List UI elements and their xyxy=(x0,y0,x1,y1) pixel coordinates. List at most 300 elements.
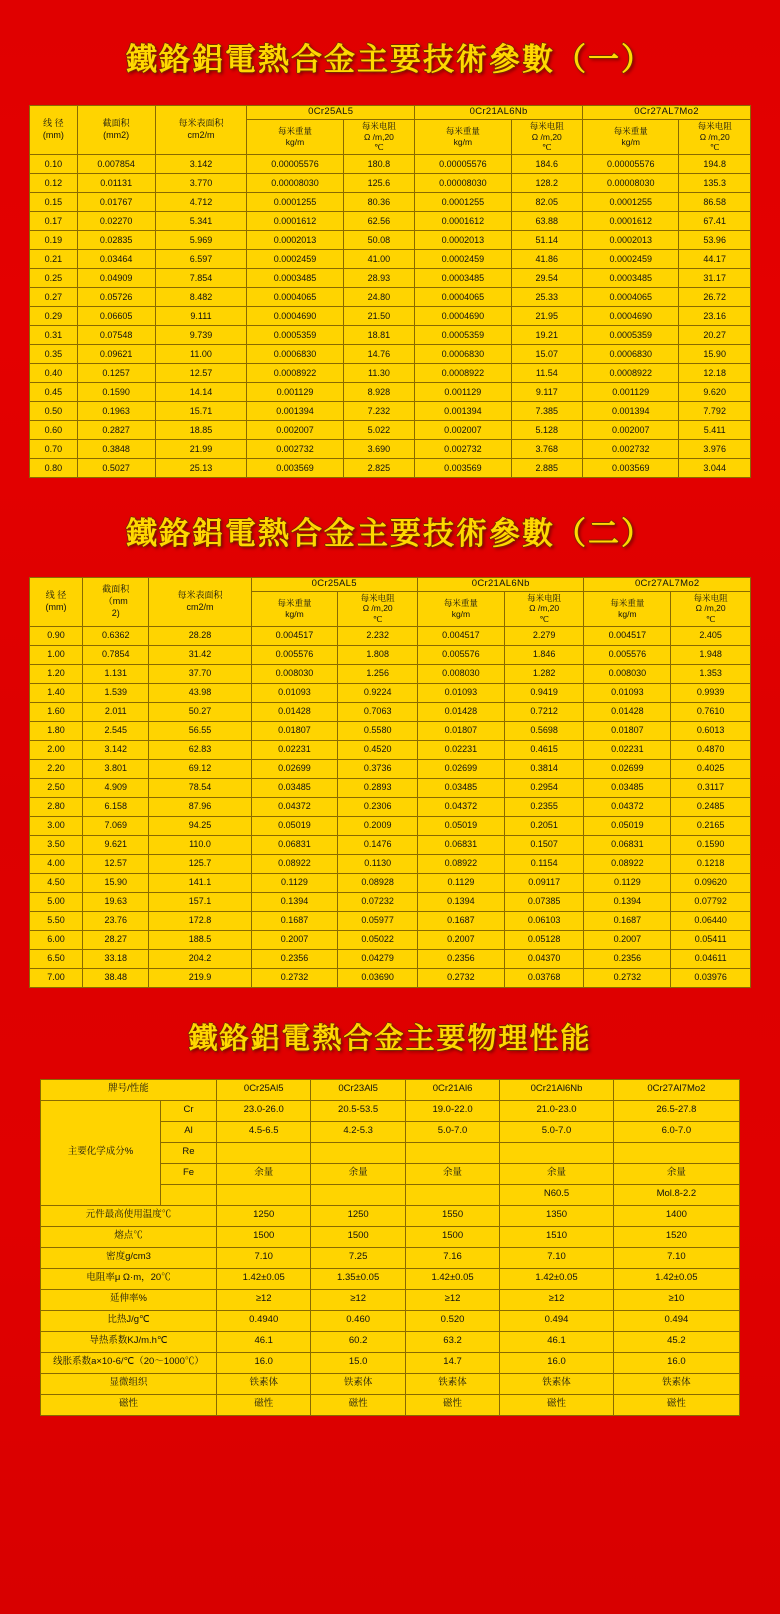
cell-r4-c7: 0.01428 xyxy=(584,702,671,721)
cell-r13-c6: 7.385 xyxy=(511,401,583,420)
cell-r3-c4: 0.9224 xyxy=(338,683,418,702)
cell-r0-c8: 194.8 xyxy=(679,154,751,173)
cell-r14-c6: 0.07385 xyxy=(504,892,584,911)
table-row xyxy=(30,664,751,683)
cell-r13-c4: 0.08928 xyxy=(338,873,418,892)
cell-r14-c1: 19.63 xyxy=(83,892,149,911)
alloy-header-2: 0Cr27AL7Mo2 xyxy=(583,106,751,120)
cell-r12-c4: 8.928 xyxy=(343,382,415,401)
alloy-header-0: 0Cr25AL5 xyxy=(247,106,415,120)
property-cell-r1-c4: 1520 xyxy=(613,1226,739,1247)
cell-r12-c5: 0.08922 xyxy=(418,854,505,873)
cell-r6-c1: 3.142 xyxy=(83,740,149,759)
cell-r4-c5: 0.01428 xyxy=(418,702,505,721)
composition-element: Fe xyxy=(161,1163,217,1184)
property-cell-r0-c1: 1250 xyxy=(311,1205,405,1226)
cell-r0-c2: 28.28 xyxy=(149,626,251,645)
sub-header-0-0: 每米重量 kg/m xyxy=(251,591,338,626)
cell-r9-c0: 2.80 xyxy=(30,797,83,816)
property-cell-r5-c2: 0.520 xyxy=(405,1310,499,1331)
physical-col-header-2: 0Cr21Al6 xyxy=(405,1079,499,1100)
cell-r15-c1: 0.3848 xyxy=(77,439,155,458)
table-row xyxy=(30,325,751,344)
cell-r10-c6: 15.07 xyxy=(511,344,583,363)
cell-r13-c7: 0.1129 xyxy=(584,873,671,892)
col-header-base-0: 线 径 (mm) xyxy=(30,106,78,155)
cell-r1-c0: 0.12 xyxy=(30,173,78,192)
col-header-base-2: 每米表面积 cm2/m xyxy=(155,106,247,155)
composition-cell-r2-c0 xyxy=(217,1142,311,1163)
cell-r5-c5: 0.01807 xyxy=(418,721,505,740)
cell-r1-c1: 0.01131 xyxy=(77,173,155,192)
cell-r3-c0: 1.40 xyxy=(30,683,83,702)
cell-r11-c0: 0.40 xyxy=(30,363,78,382)
cell-r11-c2: 110.0 xyxy=(149,835,251,854)
cell-r10-c8: 15.90 xyxy=(679,344,751,363)
cell-r14-c5: 0.002007 xyxy=(415,420,511,439)
cell-r11-c8: 0.1590 xyxy=(671,835,751,854)
cell-r5-c1: 0.03464 xyxy=(77,249,155,268)
cell-r14-c7: 0.1394 xyxy=(584,892,671,911)
cell-r1-c5: 0.00008030 xyxy=(415,173,511,192)
cell-r8-c2: 9.111 xyxy=(155,306,247,325)
cell-r17-c3: 0.2356 xyxy=(251,949,338,968)
cell-r13-c1: 15.90 xyxy=(83,873,149,892)
cell-r4-c1: 2.011 xyxy=(83,702,149,721)
composition-cell-r2-c1 xyxy=(311,1142,405,1163)
cell-r0-c0: 0.10 xyxy=(30,154,78,173)
cell-r12-c1: 0.1590 xyxy=(77,382,155,401)
cell-r8-c3: 0.0004690 xyxy=(247,306,343,325)
cell-r16-c7: 0.2007 xyxy=(584,930,671,949)
cell-r14-c3: 0.1394 xyxy=(251,892,338,911)
cell-r3-c2: 43.98 xyxy=(149,683,251,702)
cell-r8-c4: 0.2893 xyxy=(338,778,418,797)
cell-r0-c8: 2.405 xyxy=(671,626,751,645)
cell-r4-c0: 0.19 xyxy=(30,230,78,249)
cell-r4-c8: 53.96 xyxy=(679,230,751,249)
property-cell-r7-c4: 16.0 xyxy=(613,1352,739,1373)
cell-r11-c1: 0.1257 xyxy=(77,363,155,382)
cell-r9-c6: 0.2355 xyxy=(504,797,584,816)
composition-cell-r1-c2: 5.0-7.0 xyxy=(405,1121,499,1142)
composition-cell-r4-c1 xyxy=(311,1184,405,1205)
cell-r14-c2: 18.85 xyxy=(155,420,247,439)
section-table-one xyxy=(0,0,780,478)
sub-header-0-0: 每米重量 kg/m xyxy=(247,119,343,154)
cell-r13-c7: 0.001394 xyxy=(583,401,679,420)
table-row xyxy=(30,458,751,477)
property-cell-r3-c1: 1.35±0.05 xyxy=(311,1268,405,1289)
cell-r18-c1: 38.48 xyxy=(83,968,149,987)
cell-r7-c8: 26.72 xyxy=(679,287,751,306)
cell-r16-c8: 0.05411 xyxy=(671,930,751,949)
physical-properties-table xyxy=(40,1079,740,1416)
cell-r2-c1: 0.01767 xyxy=(77,192,155,211)
cell-r7-c7: 0.02699 xyxy=(584,759,671,778)
cell-r13-c2: 15.71 xyxy=(155,401,247,420)
cell-r9-c3: 0.04372 xyxy=(251,797,338,816)
cell-r13-c1: 0.1963 xyxy=(77,401,155,420)
composition-cell-r4-c0 xyxy=(217,1184,311,1205)
cell-r3-c5: 0.01093 xyxy=(418,683,505,702)
cell-r5-c1: 2.545 xyxy=(83,721,149,740)
cell-r6-c2: 7.854 xyxy=(155,268,247,287)
cell-r12-c0: 4.00 xyxy=(30,854,83,873)
cell-r13-c0: 0.50 xyxy=(30,401,78,420)
cell-r8-c0: 0.29 xyxy=(30,306,78,325)
sub-header-2-0: 每米重量 kg/m xyxy=(584,591,671,626)
composition-cell-r3-c0: 余量 xyxy=(217,1163,311,1184)
cell-r2-c1: 1.131 xyxy=(83,664,149,683)
table-row xyxy=(30,930,751,949)
cell-r18-c4: 0.03690 xyxy=(338,968,418,987)
cell-r3-c5: 0.0001612 xyxy=(415,211,511,230)
table-row xyxy=(30,911,751,930)
cell-r14-c2: 157.1 xyxy=(149,892,251,911)
property-cell-r3-c3: 1.42±0.05 xyxy=(500,1268,614,1289)
cell-r3-c1: 1.539 xyxy=(83,683,149,702)
cell-r15-c3: 0.002732 xyxy=(247,439,343,458)
property-cell-r6-c1: 60.2 xyxy=(311,1331,405,1352)
cell-r7-c0: 2.20 xyxy=(30,759,83,778)
cell-r17-c7: 0.2356 xyxy=(584,949,671,968)
sub-header-1-1: 每米电阻 Ω /m,20 ℃ xyxy=(511,119,583,154)
cell-r15-c6: 3.768 xyxy=(511,439,583,458)
cell-r14-c1: 0.2827 xyxy=(77,420,155,439)
property-cell-r8-c2: 铁素体 xyxy=(405,1373,499,1394)
cell-r3-c3: 0.0001612 xyxy=(247,211,343,230)
cell-r6-c0: 2.00 xyxy=(30,740,83,759)
cell-r5-c5: 0.0002459 xyxy=(415,249,511,268)
property-cell-r2-c4: 7.10 xyxy=(613,1247,739,1268)
cell-r10-c2: 94.25 xyxy=(149,816,251,835)
cell-r13-c0: 4.50 xyxy=(30,873,83,892)
cell-r11-c4: 11.30 xyxy=(343,363,415,382)
cell-r6-c6: 29.54 xyxy=(511,268,583,287)
property-cell-r9-c1: 磁性 xyxy=(311,1394,405,1415)
cell-r10-c3: 0.0006830 xyxy=(247,344,343,363)
cell-r9-c8: 20.27 xyxy=(679,325,751,344)
cell-r0-c1: 0.007854 xyxy=(77,154,155,173)
cell-r15-c7: 0.1687 xyxy=(584,911,671,930)
cell-r2-c0: 1.20 xyxy=(30,664,83,683)
property-cell-r4-c3: ≥12 xyxy=(500,1289,614,1310)
property-cell-r9-c0: 磁性 xyxy=(217,1394,311,1415)
physical-table-wrapper xyxy=(0,1079,780,1416)
page-title-three: 鐵鉻鋁電熱合金主要物理性能 xyxy=(188,1020,592,1055)
property-label: 熔点℃ xyxy=(41,1226,217,1247)
cell-r16-c4: 0.05022 xyxy=(338,930,418,949)
cell-r2-c6: 82.05 xyxy=(511,192,583,211)
property-row xyxy=(41,1205,740,1226)
cell-r8-c6: 21.95 xyxy=(511,306,583,325)
cell-r6-c6: 0.4615 xyxy=(504,740,584,759)
cell-r1-c1: 0.7854 xyxy=(83,645,149,664)
composition-cell-r3-c2: 余量 xyxy=(405,1163,499,1184)
cell-r10-c4: 0.2009 xyxy=(338,816,418,835)
cell-r16-c5: 0.2007 xyxy=(418,930,505,949)
cell-r16-c0: 6.00 xyxy=(30,930,83,949)
table-row xyxy=(30,211,751,230)
cell-r3-c3: 0.01093 xyxy=(251,683,338,702)
cell-r15-c5: 0.002732 xyxy=(415,439,511,458)
composition-cell-r3-c4: 余量 xyxy=(613,1163,739,1184)
cell-r6-c5: 0.0003485 xyxy=(415,268,511,287)
cell-r1-c5: 0.005576 xyxy=(418,645,505,664)
cell-r13-c6: 0.09117 xyxy=(504,873,584,892)
cell-r16-c0: 0.80 xyxy=(30,458,78,477)
cell-r7-c1: 3.801 xyxy=(83,759,149,778)
table-row xyxy=(30,949,751,968)
table-row xyxy=(30,230,751,249)
property-label: 延伸率% xyxy=(41,1289,217,1310)
cell-r13-c3: 0.001394 xyxy=(247,401,343,420)
table-row xyxy=(30,420,751,439)
cell-r12-c1: 12.57 xyxy=(83,854,149,873)
cell-r7-c6: 25.33 xyxy=(511,287,583,306)
cell-r14-c0: 0.60 xyxy=(30,420,78,439)
cell-r4-c7: 0.0002013 xyxy=(583,230,679,249)
property-cell-r3-c2: 1.42±0.05 xyxy=(405,1268,499,1289)
property-label: 密度g/cm3 xyxy=(41,1247,217,1268)
cell-r14-c8: 5.411 xyxy=(679,420,751,439)
cell-r16-c6: 2.885 xyxy=(511,458,583,477)
cell-r0-c5: 0.004517 xyxy=(418,626,505,645)
cell-r7-c4: 0.3736 xyxy=(338,759,418,778)
cell-r11-c3: 0.06831 xyxy=(251,835,338,854)
alloy-header-0: 0Cr25AL5 xyxy=(251,577,417,591)
cell-r10-c0: 0.35 xyxy=(30,344,78,363)
cell-r17-c4: 0.04279 xyxy=(338,949,418,968)
cell-r3-c0: 0.17 xyxy=(30,211,78,230)
cell-r12-c5: 0.001129 xyxy=(415,382,511,401)
cell-r11-c3: 0.0008922 xyxy=(247,363,343,382)
property-cell-r8-c4: 铁素体 xyxy=(613,1373,739,1394)
cell-r9-c4: 18.81 xyxy=(343,325,415,344)
cell-r11-c5: 0.0008922 xyxy=(415,363,511,382)
cell-r16-c8: 3.044 xyxy=(679,458,751,477)
composition-cell-r2-c4 xyxy=(613,1142,739,1163)
cell-r10-c0: 3.00 xyxy=(30,816,83,835)
cell-r11-c5: 0.06831 xyxy=(418,835,505,854)
property-cell-r7-c3: 16.0 xyxy=(500,1352,614,1373)
property-row xyxy=(41,1331,740,1352)
cell-r13-c4: 7.232 xyxy=(343,401,415,420)
cell-r5-c4: 0.5580 xyxy=(338,721,418,740)
table-row xyxy=(30,797,751,816)
property-label: 导热系数KJ/m.h℃ xyxy=(41,1331,217,1352)
cell-r14-c0: 5.00 xyxy=(30,892,83,911)
cell-r9-c8: 0.2485 xyxy=(671,797,751,816)
property-label: 显微组织 xyxy=(41,1373,217,1394)
cell-r14-c4: 0.07232 xyxy=(338,892,418,911)
table-two-wrapper xyxy=(0,577,780,988)
cell-r12-c8: 9.620 xyxy=(679,382,751,401)
cell-r4-c4: 0.7063 xyxy=(338,702,418,721)
cell-r15-c2: 172.8 xyxy=(149,911,251,930)
cell-r0-c7: 0.00005576 xyxy=(583,154,679,173)
cell-r4-c2: 5.969 xyxy=(155,230,247,249)
cell-r5-c2: 56.55 xyxy=(149,721,251,740)
composition-cell-r3-c3: 余量 xyxy=(500,1163,614,1184)
property-row xyxy=(41,1226,740,1247)
composition-cell-r3-c1: 余量 xyxy=(311,1163,405,1184)
cell-r16-c7: 0.003569 xyxy=(583,458,679,477)
property-cell-r7-c0: 16.0 xyxy=(217,1352,311,1373)
cell-r1-c8: 1.948 xyxy=(671,645,751,664)
cell-r4-c2: 50.27 xyxy=(149,702,251,721)
property-cell-r0-c3: 1350 xyxy=(500,1205,614,1226)
col-header-base-0: 线 径 (mm) xyxy=(30,577,83,626)
composition-cell-r2-c2 xyxy=(405,1142,499,1163)
composition-row xyxy=(41,1100,740,1121)
table-row xyxy=(30,249,751,268)
property-row xyxy=(41,1352,740,1373)
cell-r9-c5: 0.04372 xyxy=(418,797,505,816)
cell-r3-c6: 63.88 xyxy=(511,211,583,230)
cell-r1-c4: 125.6 xyxy=(343,173,415,192)
cell-r1-c0: 1.00 xyxy=(30,645,83,664)
property-cell-r7-c1: 15.0 xyxy=(311,1352,405,1373)
table-row xyxy=(30,306,751,325)
table-row xyxy=(30,683,751,702)
cell-r3-c6: 0.9419 xyxy=(504,683,584,702)
composition-group-label: 主要化学成分% xyxy=(41,1100,161,1205)
table-row xyxy=(30,626,751,645)
cell-r9-c1: 0.07548 xyxy=(77,325,155,344)
table-row xyxy=(30,968,751,987)
property-cell-r1-c1: 1500 xyxy=(311,1226,405,1247)
cell-r2-c5: 0.008030 xyxy=(418,664,505,683)
composition-cell-r0-c4: 26.5-27.8 xyxy=(613,1100,739,1121)
cell-r17-c0: 6.50 xyxy=(30,949,83,968)
cell-r6-c3: 0.0003485 xyxy=(247,268,343,287)
page-title-one: 鐵鉻鋁電熱合金主要技術參數（一） xyxy=(126,42,654,78)
cell-r14-c5: 0.1394 xyxy=(418,892,505,911)
property-cell-r3-c4: 1.42±0.05 xyxy=(613,1268,739,1289)
table-row xyxy=(30,344,751,363)
cell-r12-c6: 0.1154 xyxy=(504,854,584,873)
cell-r12-c3: 0.08922 xyxy=(251,854,338,873)
cell-r8-c5: 0.03485 xyxy=(418,778,505,797)
cell-r0-c3: 0.00005576 xyxy=(247,154,343,173)
cell-r5-c0: 1.80 xyxy=(30,721,83,740)
cell-r11-c6: 11.54 xyxy=(511,363,583,382)
cell-r18-c3: 0.2732 xyxy=(251,968,338,987)
property-cell-r8-c0: 铁素体 xyxy=(217,1373,311,1394)
cell-r7-c8: 0.4025 xyxy=(671,759,751,778)
cell-r4-c3: 0.01428 xyxy=(251,702,338,721)
cell-r15-c4: 3.690 xyxy=(343,439,415,458)
page-title-two: 鐵鉻鋁電熱合金主要技術參數（二） xyxy=(126,515,654,552)
property-cell-r8-c1: 铁素体 xyxy=(311,1373,405,1394)
cell-r8-c2: 78.54 xyxy=(149,778,251,797)
composition-element: Al xyxy=(161,1121,217,1142)
sub-header-1-1: 每米电阻 Ω /m,20 ℃ xyxy=(504,591,584,626)
property-cell-r0-c0: 1250 xyxy=(217,1205,311,1226)
property-cell-r0-c2: 1550 xyxy=(405,1205,499,1226)
cell-r6-c4: 0.4520 xyxy=(338,740,418,759)
cell-r10-c3: 0.05019 xyxy=(251,816,338,835)
physical-col-header-0: 0Cr25Al5 xyxy=(217,1079,311,1100)
cell-r2-c7: 0.0001255 xyxy=(583,192,679,211)
property-cell-r3-c0: 1.42±0.05 xyxy=(217,1268,311,1289)
cell-r9-c5: 0.0005359 xyxy=(415,325,511,344)
cell-r18-c7: 0.2732 xyxy=(584,968,671,987)
property-cell-r9-c4: 磁性 xyxy=(613,1394,739,1415)
composition-element: Re xyxy=(161,1142,217,1163)
table-row xyxy=(30,401,751,420)
property-label: 磁性 xyxy=(41,1394,217,1415)
table-row xyxy=(30,778,751,797)
cell-r7-c2: 69.12 xyxy=(149,759,251,778)
cell-r0-c4: 2.232 xyxy=(338,626,418,645)
cell-r15-c0: 0.70 xyxy=(30,439,78,458)
cell-r9-c7: 0.04372 xyxy=(584,797,671,816)
table-row xyxy=(30,268,751,287)
cell-r16-c4: 2.825 xyxy=(343,458,415,477)
cell-r12-c6: 9.117 xyxy=(511,382,583,401)
property-cell-r1-c0: 1500 xyxy=(217,1226,311,1247)
cell-r7-c6: 0.3814 xyxy=(504,759,584,778)
property-row xyxy=(41,1373,740,1394)
property-cell-r2-c1: 7.25 xyxy=(311,1247,405,1268)
table-row xyxy=(30,154,751,173)
cell-r2-c0: 0.15 xyxy=(30,192,78,211)
property-cell-r0-c4: 1400 xyxy=(613,1205,739,1226)
cell-r2-c2: 37.70 xyxy=(149,664,251,683)
section-table-two xyxy=(0,478,780,988)
property-cell-r9-c2: 磁性 xyxy=(405,1394,499,1415)
cell-r5-c7: 0.01807 xyxy=(584,721,671,740)
cell-r9-c1: 6.158 xyxy=(83,797,149,816)
cell-r11-c7: 0.06831 xyxy=(584,835,671,854)
cell-r8-c0: 2.50 xyxy=(30,778,83,797)
cell-r4-c4: 50.08 xyxy=(343,230,415,249)
cell-r10-c1: 7.069 xyxy=(83,816,149,835)
table-row xyxy=(30,287,751,306)
sub-header-0-1: 每米电阻 Ω /m,20 ℃ xyxy=(343,119,415,154)
cell-r1-c2: 31.42 xyxy=(149,645,251,664)
cell-r15-c4: 0.05977 xyxy=(338,911,418,930)
cell-r16-c1: 0.5027 xyxy=(77,458,155,477)
cell-r3-c4: 62.56 xyxy=(343,211,415,230)
cell-r14-c6: 5.128 xyxy=(511,420,583,439)
alloy-header-1: 0Cr21AL6Nb xyxy=(415,106,583,120)
cell-r1-c2: 3.770 xyxy=(155,173,247,192)
cell-r5-c8: 44.17 xyxy=(679,249,751,268)
tech-params-table-one xyxy=(29,105,751,478)
cell-r9-c0: 0.31 xyxy=(30,325,78,344)
table-header-row xyxy=(30,577,751,591)
cell-r10-c4: 14.76 xyxy=(343,344,415,363)
cell-r1-c8: 135.3 xyxy=(679,173,751,192)
cell-r18-c6: 0.03768 xyxy=(504,968,584,987)
table-row xyxy=(30,192,751,211)
property-cell-r6-c0: 46.1 xyxy=(217,1331,311,1352)
property-row xyxy=(41,1268,740,1289)
sub-header-2-1: 每米电阻 Ω /m,20 ℃ xyxy=(671,591,751,626)
cell-r2-c8: 86.58 xyxy=(679,192,751,211)
cell-r7-c5: 0.0004065 xyxy=(415,287,511,306)
cell-r10-c6: 0.2051 xyxy=(504,816,584,835)
col-header-base-1: 截面积 (mm2) xyxy=(77,106,155,155)
composition-cell-r4-c2 xyxy=(405,1184,499,1205)
property-label: 线胀系数a×10-6/℃（20～1000℃） xyxy=(41,1352,217,1373)
cell-r7-c5: 0.02699 xyxy=(418,759,505,778)
cell-r6-c2: 62.83 xyxy=(149,740,251,759)
